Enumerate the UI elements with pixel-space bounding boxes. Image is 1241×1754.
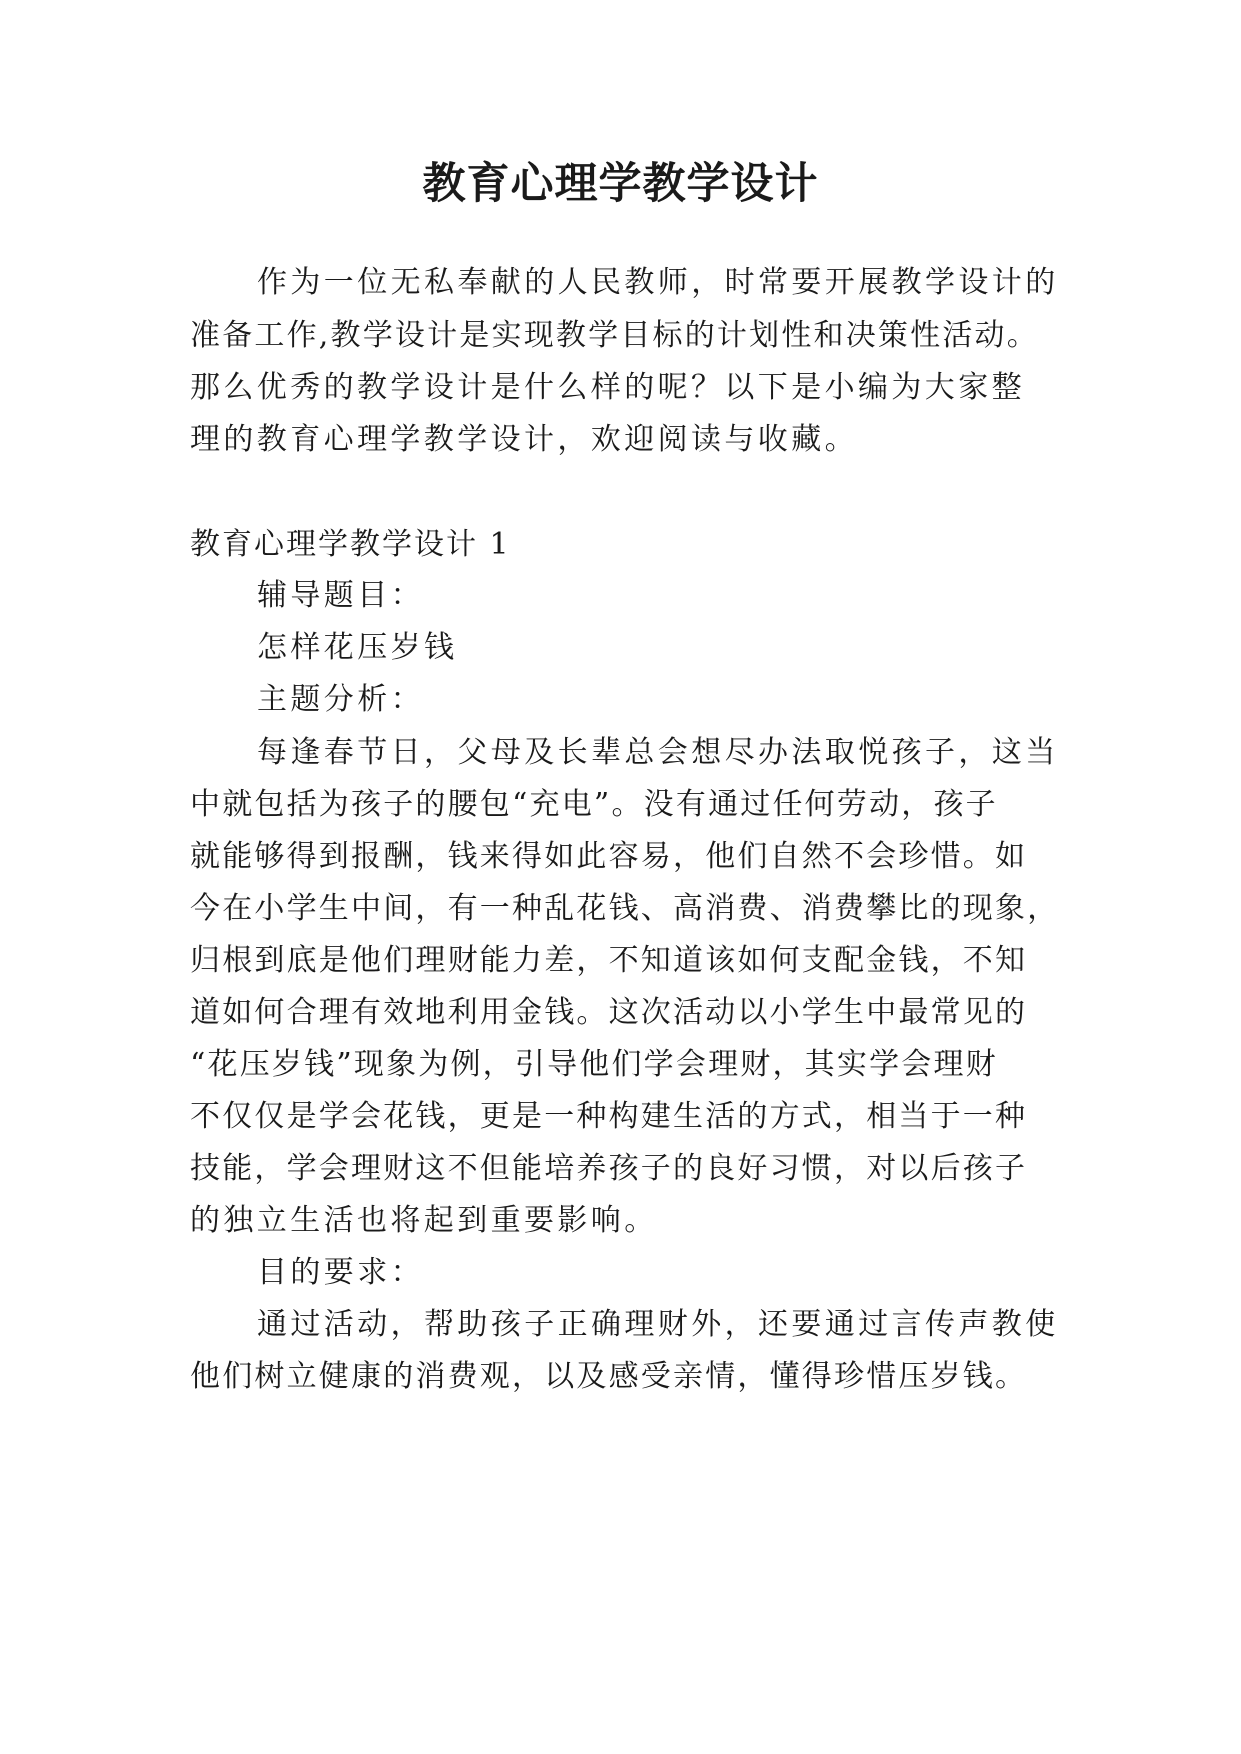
analysis-label: 主题分析： bbox=[257, 682, 424, 717]
analysis-line: “花压岁钱”现象为例，引导他们学会理财，其实学会理财 bbox=[190, 1047, 998, 1082]
analysis-line: 的独立生活也将起到重要影响。 bbox=[190, 1203, 658, 1238]
document-title: 教育心理学教学设计 bbox=[422, 159, 819, 209]
intro-line: 准备工作,教学设计是实现教学目标的计划性和决策性活动。 bbox=[190, 318, 1039, 353]
topic-value: 怎样花压岁钱 bbox=[257, 630, 458, 665]
analysis-line: 技能，学会理财这不但能培养孩子的良好习惯，对以后孩子 bbox=[190, 1151, 1028, 1186]
analysis-line: 归根到底是他们理财能力差，不知道该如何支配金钱，不知 bbox=[190, 943, 1028, 978]
goal-line: 他们树立健康的消费观，以及感受亲情，懂得珍惜压岁钱。 bbox=[190, 1359, 1028, 1394]
analysis-line: 就能够得到报酬，钱来得如此容易，他们自然不会珍惜。如 bbox=[190, 839, 1028, 874]
intro-line: 那么优秀的教学设计是什么样的呢？以下是小编为大家整 bbox=[190, 370, 1025, 405]
goal-label: 目的要求： bbox=[257, 1255, 424, 1290]
intro-line: 作为一位无私奉献的人民教师，时常要开展教学设计的 bbox=[257, 265, 1059, 300]
section-heading: 教育心理学教学设计 1 bbox=[190, 527, 511, 562]
analysis-line: 中就包括为孩子的腰包“充电”。没有通过任何劳动，孩子 bbox=[190, 787, 998, 822]
goal-line: 通过活动，帮助孩子正确理财外，还要通过言传声教使 bbox=[257, 1307, 1059, 1342]
analysis-line: 每逢春节日，父母及长辈总会想尽办法取悦孩子，这当 bbox=[257, 735, 1059, 770]
analysis-line: 今在小学生中间，有一种乱花钱、高消费、消费攀比的现象， bbox=[190, 891, 1060, 926]
analysis-line: 道如何合理有效地利用金钱。这次活动以小学生中最常见的 bbox=[190, 995, 1028, 1030]
intro-line: 理的教育心理学教学设计，欢迎阅读与收藏。 bbox=[190, 422, 858, 457]
topic-label: 辅导题目： bbox=[257, 578, 424, 613]
analysis-line: 不仅仅是学会花钱，更是一种构建生活的方式，相当于一种 bbox=[190, 1099, 1028, 1134]
